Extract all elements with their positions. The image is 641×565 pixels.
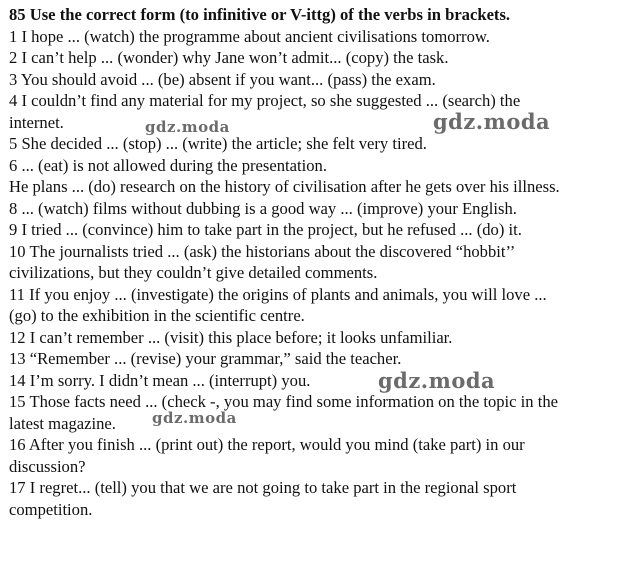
- exercise-line-13: 13 “Remember ... (revise) your grammar,” said the teacher.: [9, 349, 402, 368]
- exercise-line-9: 9 I tried ... (convince) him to take part in the project, but he refused ... (do) it.: [9, 220, 522, 239]
- exercise-line-4: 4 I couldn’t find any material for my project, so she suggested ... (search) the: [9, 91, 521, 110]
- exercise-line-17-cont: competition.: [9, 499, 93, 519]
- exercise-line-1: 1 I hope ... (watch) the programme about ancient civilisations tomorrow.: [9, 26, 490, 46]
- exercise-line-8: 8 ... (watch) films without dubbing is a good way ... (improve) your English.: [9, 198, 517, 218]
- exercise-line-2: 2 I can’t help ... (wonder) why Jane won’t admit... (copy) the task.: [9, 48, 449, 67]
- exercise-line-16-cont: discussion?: [9, 456, 86, 476]
- exercise-line-3: 3 You should avoid ... (be) absent if you want... (pass) the exam.: [9, 69, 436, 89]
- exercise-line-11-cont: (go) to the exhibition in the scientific centre.: [9, 306, 305, 325]
- exercise-line-4-cont: internet.: [9, 112, 64, 132]
- exercise-line-10: 10 The journalists tried ... (ask) the historians about the discovered “hobbit’’: [9, 241, 516, 261]
- exercise-line-12: 12 I can’t remember ... (visit) this place before; it looks unfamiliar.: [9, 327, 453, 347]
- exercise-line-10-cont: civilizations, but they couldn’t give detailed comments.: [9, 263, 378, 282]
- exercise-line-16: 16 After you finish ... (print out) the report, would you mind (take part) in our: [9, 435, 525, 454]
- watermark: gdz.moda: [378, 368, 496, 393]
- exercise-line-17: 17 I regret... (tell) you that we are not going to take part in the regional sport: [9, 478, 517, 497]
- exercise-line-7: He plans ... (do) research on the history of civilisation after he gets over his illness.: [9, 177, 560, 196]
- exercise-line-15-cont: latest magazine.: [9, 413, 116, 433]
- exercise-line-14: 14 I’m sorry. I didn’t mean ... (interrupt) you.: [9, 370, 311, 390]
- watermark: gdz.moda: [145, 118, 230, 136]
- exercise-line-5: 5 She decided ... (stop) ... (write) the article; she felt very tired.: [9, 134, 427, 153]
- exercise-line-6: 6 ... (eat) is not allowed during the presentation.: [9, 155, 327, 175]
- watermark: gdz.moda: [152, 409, 237, 427]
- exercise-page: [9, 4, 637, 520]
- exercise-line-15: 15 Those facts need ... (check -, you may find some information on the topic in the: [9, 392, 558, 411]
- watermark: gdz.moda: [433, 109, 551, 134]
- exercise-line-11: 11 If you enjoy ... (investigate) the origins of plants and animals, you will love ...: [9, 284, 547, 304]
- exercise-title: 85 Use the correct form (to infinitive or V-ittg) of the verbs in brackets.: [9, 5, 511, 24]
